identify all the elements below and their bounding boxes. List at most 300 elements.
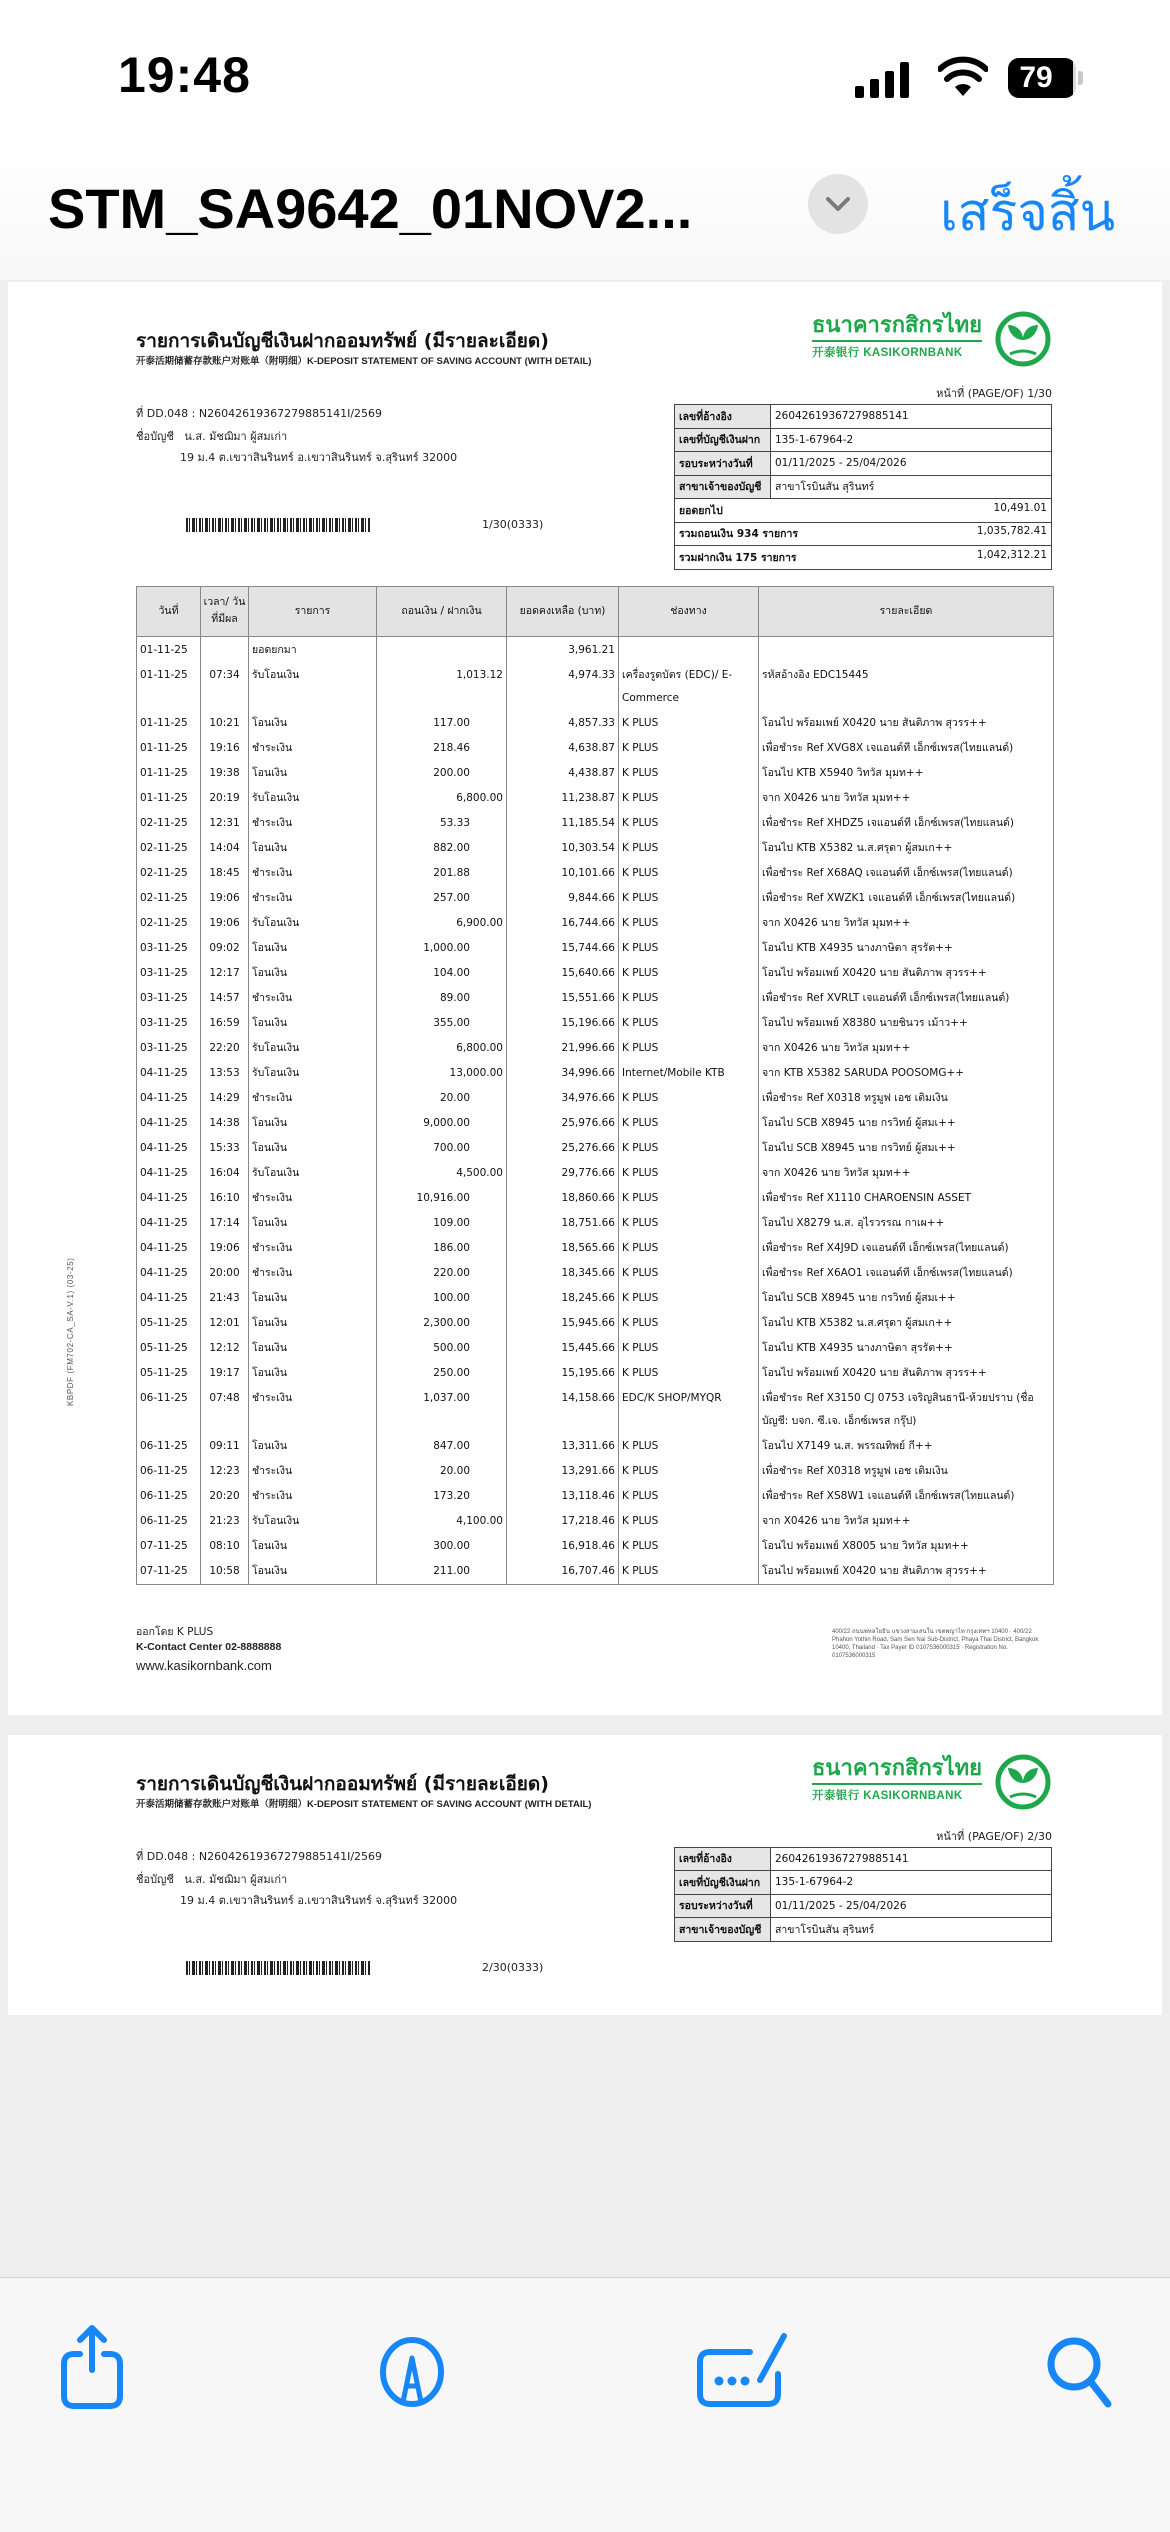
tx-date: 06-11-25 (137, 1459, 201, 1484)
tx-balance: 16,744.66 (507, 911, 619, 936)
tx-amount: 89.00 (377, 986, 507, 1011)
signature-icon (692, 2322, 802, 2412)
tx-date: 04-11-25 (137, 1186, 201, 1211)
statement-title: รายการเดินบัญชีเงินฝากออมทรัพย์ (มีรายละเอียด) (136, 330, 549, 352)
tx-channel: K PLUS (619, 961, 759, 986)
tx-detail: เพื่อชำระ Ref XS8W1 เจแอนด์ที เอ็กซ์เพรส(ไทยแลนด์) (759, 1484, 1054, 1509)
tx-balance: 18,751.66 (507, 1211, 619, 1236)
status-bar (0, 0, 1170, 140)
tx-time: 08:10 (201, 1534, 249, 1559)
table-row (137, 636, 1054, 663)
tx-channel: K PLUS (619, 1086, 759, 1111)
tx-description: โอนเงิน (249, 1559, 377, 1585)
col-header-detail: รายละเอียด (759, 586, 1054, 636)
tx-time: 19:06 (201, 911, 249, 936)
tx-time: 09:02 (201, 936, 249, 961)
tx-detail: เพื่อชำระ Ref X4J9D เจแอนด์ที เอ็กซ์เพรส(ไทยแลนด์) (759, 1236, 1054, 1261)
tx-time: 13:53 (201, 1061, 249, 1086)
account-meta (136, 1847, 1052, 1975)
account-address: 19 ม.4 ต.เขวาสินรินทร์ อ.เขวาสินรินทร์ จ.สุรินทร์ 32000 (180, 451, 458, 464)
tx-date: 02-11-25 (137, 811, 201, 836)
tx-amount: 10,916.00 (377, 1186, 507, 1211)
tx-time: 15:33 (201, 1136, 249, 1161)
table-row (137, 786, 1054, 811)
tx-description: ชำระเงิน (249, 736, 377, 761)
total-value: 10,491.01 (993, 501, 1047, 514)
tx-description: ยอดยกมา (249, 636, 377, 663)
title-menu-button[interactable] (808, 174, 868, 234)
tx-time: 21:23 (201, 1509, 249, 1534)
bank-address: 400/22 ถนนพหลโยธิน แขวงสามเสนใน เขตพญาไท กรุงเทพฯ 10400 · 400/22 Phahon Yothin Road, Sam Sen Nai Sub-District, Phaya Thai District, Bangkok 10400, Thailand · Tax Payer ID 0107536000315 · Registration No. 0107536000315 (832, 1628, 1039, 1659)
tx-time: 09:11 (201, 1434, 249, 1459)
search-button[interactable] (1040, 2322, 1120, 2412)
total-row-carried-forward (675, 499, 1052, 523)
tx-channel: K PLUS (619, 1434, 759, 1459)
page-indicator: หน้าที่ (PAGE/OF) 1/30 (936, 387, 1052, 400)
tx-amount: 186.00 (377, 1236, 507, 1261)
table-row (137, 663, 1054, 711)
tx-date: 06-11-25 (137, 1484, 201, 1509)
account-info-table (674, 404, 1052, 570)
tx-date: 04-11-25 (137, 1286, 201, 1311)
account-name-label: ชื่อบัญชี (136, 1872, 174, 1886)
tx-amount: 200.00 (377, 761, 507, 786)
tx-date: 01-11-25 (137, 761, 201, 786)
table-row (137, 1111, 1054, 1136)
tx-channel: K PLUS (619, 886, 759, 911)
tx-amount: 700.00 (377, 1136, 507, 1161)
tx-time: 19:17 (201, 1361, 249, 1386)
tx-amount: 847.00 (377, 1434, 507, 1459)
tx-time: 19:06 (201, 1236, 249, 1261)
tx-description: ชำระเงิน (249, 1459, 377, 1484)
table-row (137, 1136, 1054, 1161)
tx-detail: โอนไป พร้อมเพย์ X0420 นาย สันติภาพ สุวรร++ (759, 1559, 1054, 1585)
col-header-date: วันที่ (137, 586, 201, 636)
col-header-description: รายการ (249, 586, 377, 636)
tx-description: โอนเงิน (249, 1361, 377, 1386)
tx-amount: 300.00 (377, 1534, 507, 1559)
tx-time: 14:57 (201, 986, 249, 1011)
info-value: 01/11/2025 - 25/04/2026 (771, 1894, 1052, 1918)
tx-date: 05-11-25 (137, 1361, 201, 1386)
tx-description: ชำระเงิน (249, 986, 377, 1011)
tx-detail: จาก X0426 นาย วิทวัส มุมท++ (759, 1509, 1054, 1534)
tx-channel: K PLUS (619, 1211, 759, 1236)
document-number: ที่ DD.048 : N2604261936727988514​1I/2569 (136, 407, 383, 420)
tx-balance: 15,195.66 (507, 1361, 619, 1386)
total-row-deposits (675, 546, 1052, 570)
info-label: เลขที่บัญชีเงินฝาก (675, 428, 771, 452)
tx-time: 20:19 (201, 786, 249, 811)
tx-time: 19:16 (201, 736, 249, 761)
tx-channel: K PLUS (619, 1286, 759, 1311)
page-header (136, 313, 1052, 372)
tx-amount: 4,500.00 (377, 1161, 507, 1186)
tx-time: 19:38 (201, 761, 249, 786)
tx-detail: เพื่อชำระ Ref XVRLT เจแอนด์ที เอ็กซ์เพรส(ไทยแลนด์) (759, 986, 1054, 1011)
tx-description: โอนเงิน (249, 836, 377, 861)
tx-date: 03-11-25 (137, 1036, 201, 1061)
tx-channel: K PLUS (619, 786, 759, 811)
tx-detail: เพื่อชำระ Ref XVG8X เจแอนด์ที เอ็กซ์เพรส(ไทยแลนด์) (759, 736, 1054, 761)
tx-time: 22:20 (201, 1036, 249, 1061)
tx-date: 06-11-25 (137, 1386, 201, 1434)
table-row (137, 836, 1054, 861)
tx-amount: 109.00 (377, 1211, 507, 1236)
cellular-signal-icon (855, 60, 915, 98)
bank-name-thai: ธนาคารกสิกรไทย (812, 1755, 982, 1785)
tx-channel: K PLUS (619, 1509, 759, 1534)
tx-amount: 6,800.00 (377, 786, 507, 811)
tx-time: 12:17 (201, 961, 249, 986)
done-button[interactable]: เสร็จสิ้น (940, 183, 1116, 243)
tx-description: รับโอนเงิน (249, 911, 377, 936)
kbank-leaf-icon (994, 310, 1052, 368)
tx-balance: 18,345.66 (507, 1261, 619, 1286)
tx-date: 07-11-25 (137, 1559, 201, 1585)
tx-balance: 4,857.33 (507, 711, 619, 736)
tx-time: 20:00 (201, 1261, 249, 1286)
tx-channel: K PLUS (619, 1161, 759, 1186)
info-row-branch (675, 475, 1052, 499)
tx-amount: 4,100.00 (377, 1509, 507, 1534)
tx-channel: K PLUS (619, 986, 759, 1011)
tx-channel: เครื่องรูดบัตร (EDC)/ E-Commerce (619, 663, 759, 711)
page-footer (136, 1625, 1052, 1675)
table-row (137, 861, 1054, 886)
barcode-number: 1/30(0333) (482, 518, 544, 531)
battery-indicator (1008, 58, 1082, 98)
table-row (137, 986, 1054, 1011)
tx-channel: K PLUS (619, 761, 759, 786)
table-row (137, 711, 1054, 736)
tx-amount: 53.33 (377, 811, 507, 836)
tx-amount: 6,900.00 (377, 911, 507, 936)
info-value: 135-1-67964-2 (771, 428, 1052, 452)
tx-date: 04-11-25 (137, 1236, 201, 1261)
col-header-amount: ถอนเงิน / ฝากเงิน (377, 586, 507, 636)
tx-detail: โอนไป KTB X5382 น.ส.ศรุดา ผู้สมเก++ (759, 836, 1054, 861)
tx-balance: 11,185.54 (507, 811, 619, 836)
tx-amount: 201.88 (377, 861, 507, 886)
info-row-account-number (675, 428, 1052, 452)
battery-level: 79 (1019, 61, 1053, 94)
document-title[interactable]: STM_SA9642_01NOV2... (48, 177, 693, 240)
tx-time: 10:58 (201, 1559, 249, 1585)
tx-date: 01-11-25 (137, 663, 201, 711)
tx-description: โอนเงิน (249, 1286, 377, 1311)
tx-channel: K PLUS (619, 1311, 759, 1336)
total-label: ยอดยกไป (679, 504, 723, 517)
wifi-icon (938, 56, 988, 98)
tx-detail: โอนไป พร้อมเพย์ X0420 นาย สันติภาพ สุวรร++ (759, 1361, 1054, 1386)
info-value: 26042619367279885141 (771, 405, 1052, 429)
tx-balance: 15,196.66 (507, 1011, 619, 1036)
tx-description: ชำระเงิน (249, 1261, 377, 1286)
tx-detail: โอนไป SCB X8945 นาย กรวิทย์ ผู้สมเ++ (759, 1286, 1054, 1311)
tx-amount: 250.00 (377, 1361, 507, 1386)
kasikornbank-logo (812, 312, 1052, 372)
tx-balance: 29,776.66 (507, 1161, 619, 1186)
tx-channel: K PLUS (619, 1459, 759, 1484)
account-holder: น.ส. มัชฌิมา ผู้สมเก่า (184, 1872, 288, 1886)
tx-channel: K PLUS (619, 811, 759, 836)
table-row (137, 1161, 1054, 1186)
table-row (137, 1311, 1054, 1336)
tx-balance: 4,974.33 (507, 663, 619, 711)
tx-amount: 211.00 (377, 1559, 507, 1585)
tx-description: โอนเงิน (249, 1011, 377, 1036)
table-row (137, 1459, 1054, 1484)
bank-name-thai: ธนาคารกสิกรไทย (812, 312, 982, 342)
info-value: สาขาโรบินสัน สุรินทร์ (771, 475, 1052, 499)
account-info-table (674, 1847, 1052, 1942)
tx-time: 12:12 (201, 1336, 249, 1361)
tx-channel: K PLUS (619, 1534, 759, 1559)
tx-amount: 20.00 (377, 1459, 507, 1484)
col-header-balance: ยอดคงเหลือ (บาท) (507, 586, 619, 636)
tx-detail: รหัสอ้างอิง EDC15445 (759, 663, 1054, 711)
tx-time: 14:29 (201, 1086, 249, 1111)
tx-balance: 17,218.46 (507, 1509, 619, 1534)
tx-detail: โอนไป พร้อมเพย์ X0420 นาย สันติภาพ สุวรร++ (759, 961, 1054, 986)
tx-time: 16:04 (201, 1161, 249, 1186)
tx-detail: โอนไป X7149 น.ส. พรรณทิพย์ กี++ (759, 1434, 1054, 1459)
account-address: 19 ม.4 ต.เขวาสินรินทร์ อ.เขวาสินรินทร์ จ.สุรินทร์ 32000 (180, 1893, 458, 1907)
table-row (137, 936, 1054, 961)
info-label: สาขาเจ้าของบัญชี (675, 1918, 771, 1942)
barcode (186, 518, 371, 532)
tx-date: 01-11-25 (137, 636, 201, 663)
table-row (137, 1236, 1054, 1261)
total-label: รวมถอนเงิน 934 รายการ (679, 528, 799, 541)
tx-amount: 882.00 (377, 836, 507, 861)
fill-sign-button[interactable] (692, 2322, 802, 2412)
tx-balance: 3,961.21 (507, 636, 619, 663)
statement-subtitle: 开泰活期储蓄存款账户对账单（附明细）K-DEPOSIT STATEMENT OF SAVING ACCOUNT (WITH DETAIL) (136, 356, 592, 367)
status-time: 19:48 (118, 47, 251, 103)
tx-description: รับโอนเงิน (249, 1036, 377, 1061)
tx-description: รับโอนเงิน (249, 663, 377, 711)
tx-detail: โอนไป SCB X8945 นาย กรวิทย์ ผู้สมเ++ (759, 1136, 1054, 1161)
tx-date: 04-11-25 (137, 1061, 201, 1086)
tx-description: รับโอนเงิน (249, 1161, 377, 1186)
account-name-label: ชื่อบัญชี (136, 430, 174, 443)
tx-time: 12:23 (201, 1459, 249, 1484)
pdf-page-2 (8, 1735, 1162, 2015)
tx-balance: 4,438.87 (507, 761, 619, 786)
tx-channel: K PLUS (619, 836, 759, 861)
document-number: ที่ DD.048 : N2604261936727988514​1I/2569 (136, 1849, 383, 1863)
table-row (137, 1061, 1054, 1086)
tx-date: 03-11-25 (137, 961, 201, 986)
tx-description: รับโอนเงิน (249, 1509, 377, 1534)
tx-date: 02-11-25 (137, 886, 201, 911)
table-row (137, 1361, 1054, 1386)
tx-date: 02-11-25 (137, 861, 201, 886)
table-row (137, 1336, 1054, 1361)
share-button[interactable] (52, 2322, 132, 2412)
barcode-number: 2/30(0333) (482, 1960, 544, 1974)
tx-description: ชำระเงิน (249, 1186, 377, 1211)
tx-date: 03-11-25 (137, 986, 201, 1011)
tx-detail: เพื่อชำระ Ref XHDZ5 เจแอนด์ที เอ็กซ์เพรส(ไทยแลนด์) (759, 811, 1054, 836)
tx-description: โอนเงิน (249, 1211, 377, 1236)
tx-time: 12:31 (201, 811, 249, 836)
tx-amount: 6,800.00 (377, 1036, 507, 1061)
transactions-table (136, 586, 1054, 1585)
share-icon (52, 2322, 132, 2412)
tx-detail: โอนไป X8279 น.ส. อุไรวรรณ กาเผ++ (759, 1211, 1054, 1236)
tx-time: 21:43 (201, 1286, 249, 1311)
tx-channel: K PLUS (619, 736, 759, 761)
tx-channel: EDC/K SHOP/MYQR (619, 1386, 759, 1434)
table-row (137, 811, 1054, 836)
tx-date: 02-11-25 (137, 911, 201, 936)
tx-detail: โอนไป KTB X5940 วิทวัส มุมท++ (759, 761, 1054, 786)
info-label: เลขที่อ้างอิง (675, 405, 771, 429)
account-name (136, 1872, 674, 1888)
tx-amount: 20.00 (377, 1086, 507, 1111)
tx-time: 10:21 (201, 711, 249, 736)
tx-channel: K PLUS (619, 1011, 759, 1036)
tx-description: โอนเงิน (249, 761, 377, 786)
kbank-leaf-icon (994, 1753, 1052, 1811)
tx-detail (759, 636, 1054, 663)
tx-balance: 10,303.54 (507, 836, 619, 861)
pdf-scroll-area[interactable] (0, 280, 1170, 2277)
tx-balance: 4,638.87 (507, 736, 619, 761)
tx-date: 04-11-25 (137, 1161, 201, 1186)
tx-channel (619, 636, 759, 663)
info-value: สาขาโรบินสัน สุรินทร์ (771, 1918, 1052, 1942)
tx-description: รับโอนเงิน (249, 786, 377, 811)
tx-time: 20:20 (201, 1484, 249, 1509)
tx-detail: โอนไป KTB X5382 น.ส.ศรุดา ผู้สมเก++ (759, 1311, 1054, 1336)
tx-channel: K PLUS (619, 1336, 759, 1361)
pdf-page-1 (8, 282, 1162, 1715)
tx-time: 16:59 (201, 1011, 249, 1036)
tx-time: 19:06 (201, 886, 249, 911)
tx-description: ชำระเงิน (249, 811, 377, 836)
page-header (136, 1755, 1052, 1815)
info-label: เลขที่อ้างอิง (675, 1847, 771, 1871)
tx-date: 01-11-25 (137, 736, 201, 761)
tx-channel: K PLUS (619, 1186, 759, 1211)
table-row (137, 1286, 1054, 1311)
search-icon (1040, 2322, 1120, 2412)
table-row (137, 1386, 1054, 1434)
tx-time: 07:48 (201, 1386, 249, 1434)
tx-channel: K PLUS (619, 1559, 759, 1585)
table-row (137, 1509, 1054, 1534)
info-row-period (675, 452, 1052, 476)
tx-amount: 173.20 (377, 1484, 507, 1509)
tx-time: 17:14 (201, 1211, 249, 1236)
tx-amount: 220.00 (377, 1261, 507, 1286)
tx-balance: 11,238.87 (507, 786, 619, 811)
tx-balance: 15,445.66 (507, 1336, 619, 1361)
tx-time: 18:45 (201, 861, 249, 886)
tx-detail: เพื่อชำระ Ref X3150 CJ 0753 เจริญสินธานี-ห้วยปราบ (ชื่อบัญชี: บจก. ซี.เจ. เอ็กซ์เพรส กรุ๊ป) (759, 1386, 1054, 1434)
tx-amount: 257.00 (377, 886, 507, 911)
tx-description: โอนเงิน (249, 711, 377, 736)
tx-detail: จาก X0426 นาย วิทวัส มุมท++ (759, 1161, 1054, 1186)
tx-description: ชำระเงิน (249, 1386, 377, 1434)
tx-amount: 13,000.00 (377, 1061, 507, 1086)
table-row (137, 1559, 1054, 1585)
tx-description: ชำระเงิน (249, 1484, 377, 1509)
tx-balance: 18,565.66 (507, 1236, 619, 1261)
account-holder: น.ส. มัชฌิมา ผู้สมเก่า (184, 430, 288, 443)
tx-amount: 2,300.00 (377, 1311, 507, 1336)
tx-description: โอนเงิน (249, 1311, 377, 1336)
bank-website: www.kasikornbank.com (136, 1657, 272, 1673)
tx-date: 02-11-25 (137, 836, 201, 861)
tx-detail: เพื่อชำระ Ref XWZK1 เจแอนด์ที เอ็กซ์เพรส(ไทยแลนด์) (759, 886, 1054, 911)
tx-date: 07-11-25 (137, 1534, 201, 1559)
tx-channel: Internet/Mobile KTB (619, 1061, 759, 1086)
tx-channel: K PLUS (619, 861, 759, 886)
table-row (137, 1261, 1054, 1286)
table-row (137, 1011, 1054, 1036)
tx-detail: จาก X0426 นาย วิทวัส มุมท++ (759, 911, 1054, 936)
info-label: รอบระหว่างวันที่ (675, 1894, 771, 1918)
tx-date: 04-11-25 (137, 1136, 201, 1161)
tx-description: โอนเงิน (249, 936, 377, 961)
tx-detail: เพื่อชำระ Ref X0318 ทรูมูฟ เอช เติมเงิน (759, 1086, 1054, 1111)
page-indicator: หน้าที่ (PAGE/OF) 2/30 (936, 1829, 1052, 1843)
info-label: สาขาเจ้าของบัญชี (675, 475, 771, 499)
tx-balance: 13,311.66 (507, 1434, 619, 1459)
tx-date: 01-11-25 (137, 786, 201, 811)
tx-balance: 18,245.66 (507, 1286, 619, 1311)
table-row (137, 736, 1054, 761)
tx-balance: 16,707.46 (507, 1559, 619, 1585)
tx-balance: 16,918.46 (507, 1534, 619, 1559)
account-name (136, 429, 674, 445)
tx-channel: K PLUS (619, 1484, 759, 1509)
total-row-withdrawals (675, 522, 1052, 546)
tx-channel: K PLUS (619, 936, 759, 961)
tx-amount: 1,013.12 (377, 663, 507, 711)
tx-date: 04-11-25 (137, 1086, 201, 1111)
tx-detail: เพื่อชำระ Ref X68AQ เจแอนด์ที เอ็กซ์เพรส(ไทยแลนด์) (759, 861, 1054, 886)
tx-description: ชำระเงิน (249, 1236, 377, 1261)
info-label: รอบระหว่างวันที่ (675, 452, 771, 476)
info-value: 26042619367279885141 (771, 1847, 1052, 1871)
tx-detail: โอนไป พร้อมเพย์ X0420 นาย สันติภาพ สุวรร++ (759, 711, 1054, 736)
tx-balance: 15,945.66 (507, 1311, 619, 1336)
info-label: เลขที่บัญชีเงินฝาก (675, 1871, 771, 1895)
info-value: 01/11/2025 - 25/04/2026 (771, 452, 1052, 476)
tx-balance: 34,976.66 (507, 1086, 619, 1111)
tx-date: 06-11-25 (137, 1509, 201, 1534)
markup-button[interactable] (372, 2322, 452, 2412)
tx-balance: 18,860.66 (507, 1186, 619, 1211)
tx-description: โอนเงิน (249, 1136, 377, 1161)
tx-balance: 34,996.66 (507, 1061, 619, 1086)
tx-detail: เพื่อชำระ Ref X6AO1 เจแอนด์ที เอ็กซ์เพรส(ไทยแลนด์) (759, 1261, 1054, 1286)
issued-by: ออกโดย K PLUS (136, 1625, 214, 1638)
tx-description: โอนเงิน (249, 961, 377, 986)
table-row (137, 1086, 1054, 1111)
tx-date: 01-11-25 (137, 711, 201, 736)
kasikornbank-logo (812, 1755, 1052, 1815)
tx-date: 03-11-25 (137, 936, 201, 961)
tx-amount: 355.00 (377, 1011, 507, 1036)
